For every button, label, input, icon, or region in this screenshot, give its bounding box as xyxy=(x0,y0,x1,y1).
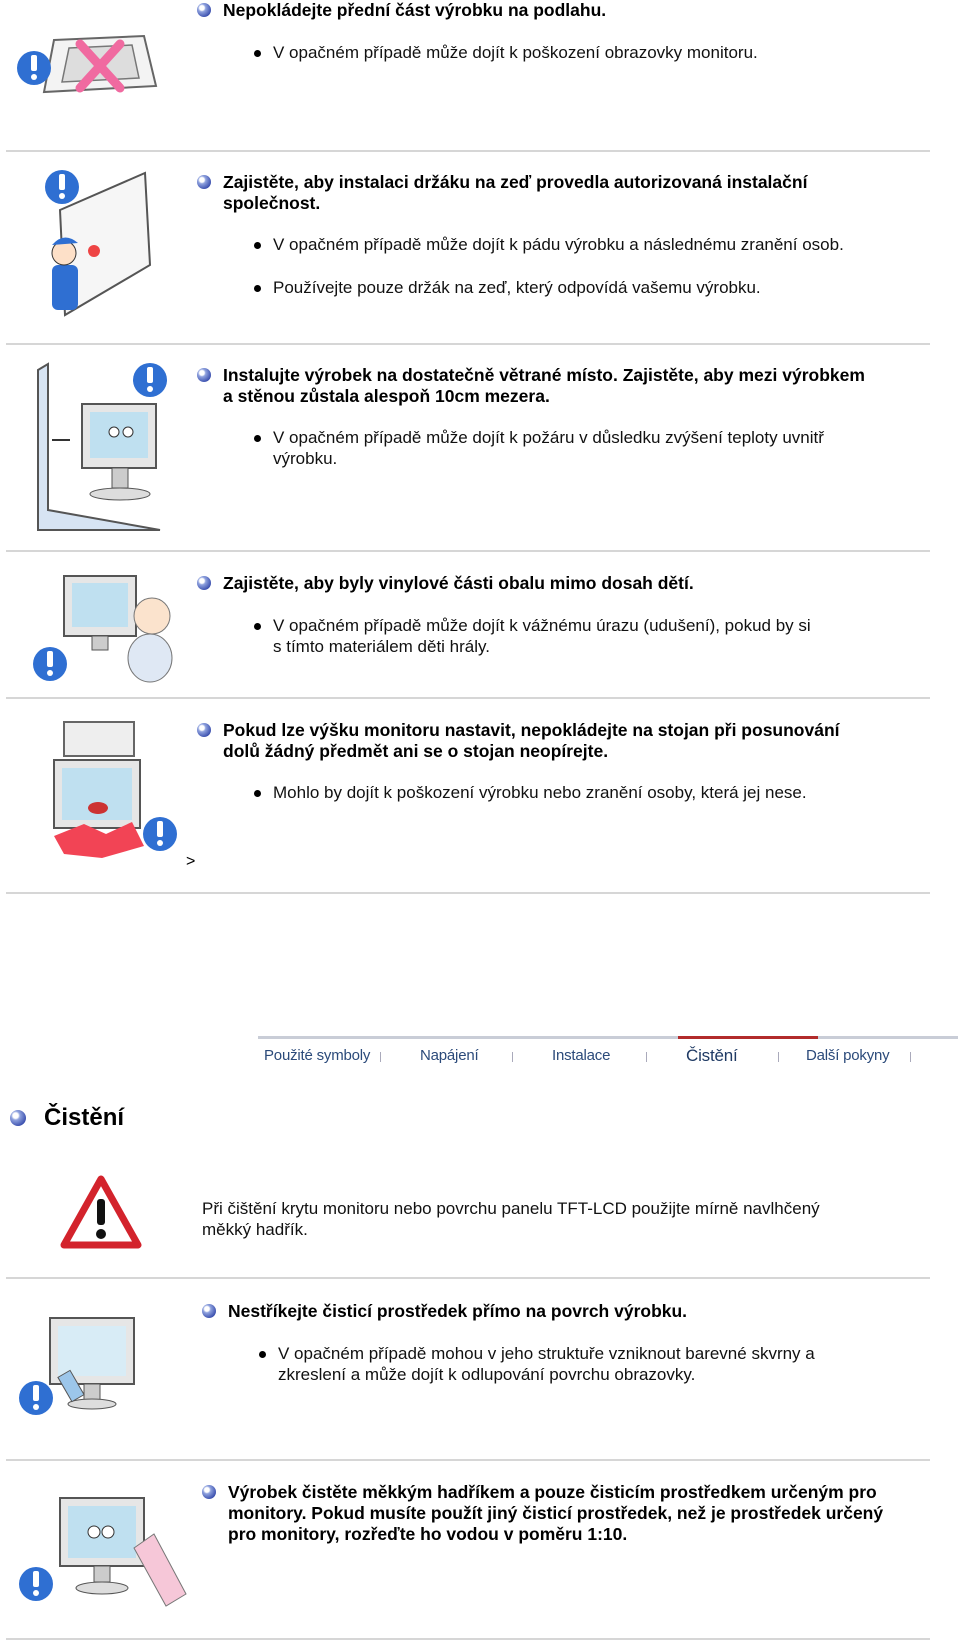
blue-bullet-icon xyxy=(197,723,211,737)
section-4-heading: Zajistěte, aby byly vinylové části obalu mimo dosah dětí. xyxy=(197,573,694,594)
section-nav xyxy=(258,1036,958,1068)
floor-warning-illustration xyxy=(14,30,164,100)
soft-cloth-illustration xyxy=(16,1488,190,1610)
warning-triangle-icon xyxy=(60,1175,142,1249)
nav-active-indicator xyxy=(678,1036,818,1039)
blue-bullet-icon xyxy=(197,175,211,189)
section-5-item: Mohlo by dojít k poškození výrobku nebo zranění osoby, která jej nese. xyxy=(254,782,807,803)
section-5-heading: Pokud lze výšku monitoru nastavit, nepokládejte na stojan při posunování dolů žádný předmět ani se o stojan neopírejte. xyxy=(197,720,840,762)
page-title: Čistění xyxy=(10,1104,124,1132)
divider xyxy=(6,1638,930,1640)
blue-bullet-icon xyxy=(197,576,211,590)
bullet-dot-icon xyxy=(254,435,261,442)
section-2-heading: Zajistěte, aby instalaci držáku na zeď provedla autorizovaná instalační společnost. xyxy=(197,172,807,214)
section-3-heading: Instalujte výrobek na dostatečně větrané místo. Zajistěte, aby mezi výrobkem a stěnou zůstala alespoň 10cm mezera. xyxy=(197,365,865,407)
bullet-dot-icon xyxy=(254,50,261,57)
bullet-dot-icon xyxy=(254,623,261,630)
blue-bullet-icon xyxy=(197,368,211,382)
bullet-dot-icon xyxy=(254,790,261,797)
spray-cleaner-illustration xyxy=(16,1312,162,1432)
cleaning-block-1-item: V opačném případě mohou v jeho struktuře vzniknout barevné skvrny a zkreslení a může dojít k odlupování povrchu obrazovky. xyxy=(259,1343,815,1385)
tab-divider xyxy=(646,1052,647,1062)
blue-bullet-icon xyxy=(202,1485,216,1499)
divider xyxy=(6,892,930,894)
cleaning-block-2-heading: Výrobek čistěte měkkým hadříkem a pouze čisticím prostředkem určeným pro monitory. Pokud musíte použít jiný čisticí prostředek, než je prostředek určený pro monitory, rozřeďte ho vodou v poměru 1:10. xyxy=(202,1482,883,1545)
section-2-item-1: V opačném případě může dojít k pádu výrobku a následnému zranění osob. xyxy=(254,234,844,255)
divider xyxy=(6,150,930,152)
ventilation-illustration xyxy=(30,360,170,532)
wall-mount-illustration xyxy=(40,165,158,325)
tab-divider xyxy=(910,1052,911,1062)
cleaning-block-1-heading: Nestříkejte čisticí prostředek přímo na povrch výrobku. xyxy=(202,1301,687,1322)
child-vinyl-illustration xyxy=(30,568,178,694)
tab-divider xyxy=(512,1052,513,1062)
section-1-item: V opačném případě může dojít k poškození obrazovky monitoru. xyxy=(254,42,758,63)
blue-bullet-icon xyxy=(197,3,211,17)
blue-bullet-icon xyxy=(202,1304,216,1318)
bullet-dot-icon xyxy=(254,285,261,292)
divider xyxy=(6,1459,930,1461)
tab-divider xyxy=(380,1052,381,1062)
tab-divider xyxy=(778,1052,779,1062)
divider xyxy=(6,343,930,345)
divider xyxy=(6,697,930,699)
tab-power[interactable]: Napájení xyxy=(420,1047,479,1064)
tab-installation[interactable]: Instalace xyxy=(552,1047,611,1064)
blue-bullet-icon xyxy=(10,1110,26,1126)
bullet-dot-icon xyxy=(259,1351,266,1358)
section-3-item: V opačném případě může dojít k požáru v důsledku zvýšení teploty uvnitř výrobku. xyxy=(254,427,824,469)
section-1-heading: Nepokládejte přední část výrobku na podlahu. xyxy=(197,0,606,21)
tab-used-symbols[interactable]: Použité symboly xyxy=(264,1047,371,1064)
stand-lean-illustration xyxy=(14,716,182,870)
cleaning-intro: Při čištění krytu monitoru nebo povrchu panelu TFT-LCD použijte mírně navlhčený měkký hadřík. xyxy=(202,1199,820,1239)
tab-other-tips[interactable]: Další pokyny xyxy=(806,1047,890,1064)
tab-cleaning[interactable]: Čistění xyxy=(686,1046,738,1065)
divider xyxy=(6,1277,930,1279)
section-2-item-2: Používejte pouze držák na zeď, který odpovídá vašemu výrobku. xyxy=(254,277,761,298)
nav-top-line xyxy=(258,1036,958,1039)
section-4-item: V opačném případě může dojít k vážnému úrazu (udušení), pokud by si s tímto materiálem děti hrály. xyxy=(254,615,811,657)
bullet-dot-icon xyxy=(254,242,261,249)
trailing-gt-text: > xyxy=(186,853,196,870)
divider xyxy=(6,550,930,552)
